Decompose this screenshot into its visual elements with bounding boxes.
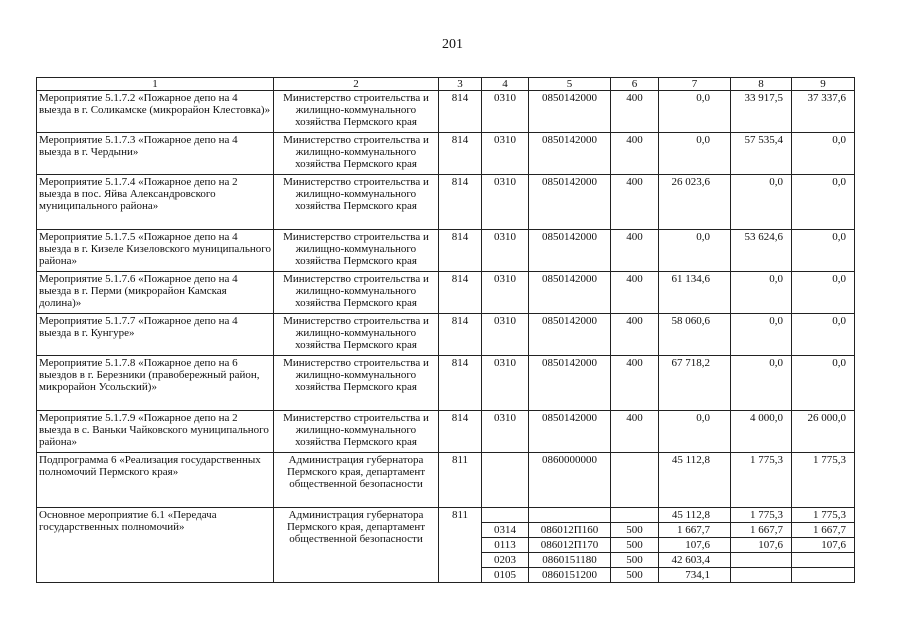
column-header: 5 (529, 78, 611, 91)
value-col9: 1 775,3 (792, 453, 855, 508)
section-code: 0310 (482, 411, 529, 453)
grbs-code: 814 (439, 411, 482, 453)
value-col9: 0,0 (792, 272, 855, 314)
grbs-code: 811 (439, 453, 482, 508)
grbs-code: 814 (439, 175, 482, 230)
section-code: 0314 (482, 523, 529, 538)
expense-type-code: 400 (611, 411, 659, 453)
table-row (37, 91, 855, 133)
value-col9: 1 775,3 (792, 508, 855, 523)
section-code: 0310 (482, 133, 529, 175)
value-col7: 0,0 (659, 230, 731, 272)
value-col8: 4 000,0 (731, 411, 792, 453)
value-col8: 57 535,4 (731, 133, 792, 175)
value-col7: 61 134,6 (659, 272, 731, 314)
expense-type-code: 500 (611, 523, 659, 538)
value-col8: 33 917,5 (731, 91, 792, 133)
main-event-name: Основное мероприятие 6.1 «Передача государственных полномочий» (37, 508, 274, 583)
value-col8: 0,0 (731, 356, 792, 411)
table-row (37, 314, 855, 356)
expense-type-code (611, 453, 659, 508)
table-row (37, 356, 855, 411)
department: Министерство строительства и жилищно-коммунального хозяйства Пермского края (274, 91, 439, 133)
event-name: Мероприятие 5.1.7.5 «Пожарное депо на 4 выезда в г. Кизеле Кизеловского муниципального района» (37, 230, 274, 272)
target-article-code: 0850142000 (529, 411, 611, 453)
value-col9: 107,6 (792, 538, 855, 553)
table-row (37, 175, 855, 230)
page-number: 201 (442, 37, 463, 52)
column-header: 9 (792, 78, 855, 91)
value-col8: 1 775,3 (731, 453, 792, 508)
column-number-row (37, 78, 855, 91)
value-col7: 107,6 (659, 538, 731, 553)
value-col7: 26 023,6 (659, 175, 731, 230)
section-code: 0310 (482, 356, 529, 411)
target-article-code: 0850142000 (529, 175, 611, 230)
expense-type-code: 500 (611, 568, 659, 583)
grbs-code: 814 (439, 133, 482, 175)
event-name: Мероприятие 5.1.7.3 «Пожарное депо на 4 выезда в г. Чердыни» (37, 133, 274, 175)
event-name: Мероприятие 5.1.7.4 «Пожарное депо на 2 выезда в пос. Яйва Александровского муниципального района» (37, 175, 274, 230)
department: Министерство строительства и жилищно-коммунального хозяйства Пермского края (274, 272, 439, 314)
event-name: Мероприятие 5.1.7.9 «Пожарное депо на 2 выезда в с. Ваньки Чайковского муниципального района» (37, 411, 274, 453)
event-name: Мероприятие 5.1.7.7 «Пожарное депо на 4 выезда в г. Кунгуре» (37, 314, 274, 356)
value-col7: 0,0 (659, 91, 731, 133)
expense-type-code: 500 (611, 553, 659, 568)
target-article-code (529, 508, 611, 523)
department: Министерство строительства и жилищно-коммунального хозяйства Пермского края (274, 411, 439, 453)
value-col7: 45 112,8 (659, 508, 731, 523)
value-col7: 67 718,2 (659, 356, 731, 411)
department: Администрация губернатора Пермского края, департамент общественной безопасности (274, 508, 439, 583)
expense-type-code: 400 (611, 133, 659, 175)
value-col9: 0,0 (792, 356, 855, 411)
event-name: Мероприятие 5.1.7.6 «Пожарное депо на 4 выезда в г. Перми (микрорайон Камская долина)» (37, 272, 274, 314)
value-col7: 45 112,8 (659, 453, 731, 508)
section-code: 0203 (482, 553, 529, 568)
grbs-code: 811 (439, 508, 482, 583)
column-header: 7 (659, 78, 731, 91)
column-header: 2 (274, 78, 439, 91)
value-col7: 42 603,4 (659, 553, 731, 568)
department: Министерство строительства и жилищно-коммунального хозяйства Пермского края (274, 175, 439, 230)
value-col9 (792, 553, 855, 568)
table-row (37, 411, 855, 453)
value-col9: 26 000,0 (792, 411, 855, 453)
value-col9: 1 667,7 (792, 523, 855, 538)
value-col8 (731, 553, 792, 568)
column-header: 4 (482, 78, 529, 91)
target-article-code: 0850142000 (529, 356, 611, 411)
event-name: Мероприятие 5.1.7.8 «Пожарное депо на 6 выездов в г. Березники (правобережный район, микрорайон Усольский)» (37, 356, 274, 411)
value-col8: 1 775,3 (731, 508, 792, 523)
table-row (37, 133, 855, 175)
value-col9: 0,0 (792, 175, 855, 230)
grbs-code: 814 (439, 356, 482, 411)
value-col7: 734,1 (659, 568, 731, 583)
section-code: 0310 (482, 230, 529, 272)
expense-type-code: 400 (611, 230, 659, 272)
target-article-code: 0850142000 (529, 91, 611, 133)
table-row (37, 272, 855, 314)
target-article-code: 0860151180 (529, 553, 611, 568)
main-event-row (37, 508, 855, 523)
expense-type-code (611, 508, 659, 523)
column-header: 3 (439, 78, 482, 91)
grbs-code: 814 (439, 230, 482, 272)
department: Администрация губернатора Пермского края, департамент общественной безопасности (274, 453, 439, 508)
expense-type-code: 500 (611, 538, 659, 553)
target-article-code: 0850142000 (529, 314, 611, 356)
section-code: 0310 (482, 272, 529, 314)
section-code: 0310 (482, 314, 529, 356)
expense-type-code: 400 (611, 272, 659, 314)
grbs-code: 814 (439, 314, 482, 356)
section-code: 0105 (482, 568, 529, 583)
target-article-code: 086012П160 (529, 523, 611, 538)
value-col8: 107,6 (731, 538, 792, 553)
department: Министерство строительства и жилищно-коммунального хозяйства Пермского края (274, 133, 439, 175)
target-article-code: 0860000000 (529, 453, 611, 508)
subprogram-name: Подпрограмма 6 «Реализация государственных полномочий Пермского края» (37, 453, 274, 508)
column-header: 6 (611, 78, 659, 91)
target-article-code: 0850142000 (529, 272, 611, 314)
section-code: 0113 (482, 538, 529, 553)
value-col7: 1 667,7 (659, 523, 731, 538)
value-col8: 0,0 (731, 272, 792, 314)
column-header: 8 (731, 78, 792, 91)
event-name: Мероприятие 5.1.7.2 «Пожарное депо на 4 выезда в г. Соликамске (микрорайон Клестовка)» (37, 91, 274, 133)
target-article-code: 0850142000 (529, 133, 611, 175)
expense-type-code: 400 (611, 314, 659, 356)
table-row (37, 230, 855, 272)
value-col9: 0,0 (792, 133, 855, 175)
target-article-code: 0860151200 (529, 568, 611, 583)
value-col7: 58 060,6 (659, 314, 731, 356)
expense-type-code: 400 (611, 175, 659, 230)
value-col7: 0,0 (659, 411, 731, 453)
value-col8: 0,0 (731, 175, 792, 230)
subprogram-row (37, 453, 855, 508)
section-code: 0310 (482, 175, 529, 230)
value-col9: 0,0 (792, 314, 855, 356)
section-code: 0310 (482, 91, 529, 133)
value-col9 (792, 568, 855, 583)
section-code (482, 508, 529, 523)
value-col9: 37 337,6 (792, 91, 855, 133)
expense-type-code: 400 (611, 91, 659, 133)
value-col8: 0,0 (731, 314, 792, 356)
department: Министерство строительства и жилищно-коммунального хозяйства Пермского края (274, 314, 439, 356)
department: Министерство строительства и жилищно-коммунального хозяйства Пермского края (274, 230, 439, 272)
department: Министерство строительства и жилищно-коммунального хозяйства Пермского края (274, 356, 439, 411)
value-col8: 53 624,6 (731, 230, 792, 272)
budget-table (36, 77, 855, 583)
target-article-code: 086012П170 (529, 538, 611, 553)
value-col7: 0,0 (659, 133, 731, 175)
value-col9: 0,0 (792, 230, 855, 272)
expense-type-code: 400 (611, 356, 659, 411)
value-col8: 1 667,7 (731, 523, 792, 538)
section-code (482, 453, 529, 508)
column-header: 1 (37, 78, 274, 91)
grbs-code: 814 (439, 272, 482, 314)
target-article-code: 0850142000 (529, 230, 611, 272)
grbs-code: 814 (439, 91, 482, 133)
value-col8 (731, 568, 792, 583)
